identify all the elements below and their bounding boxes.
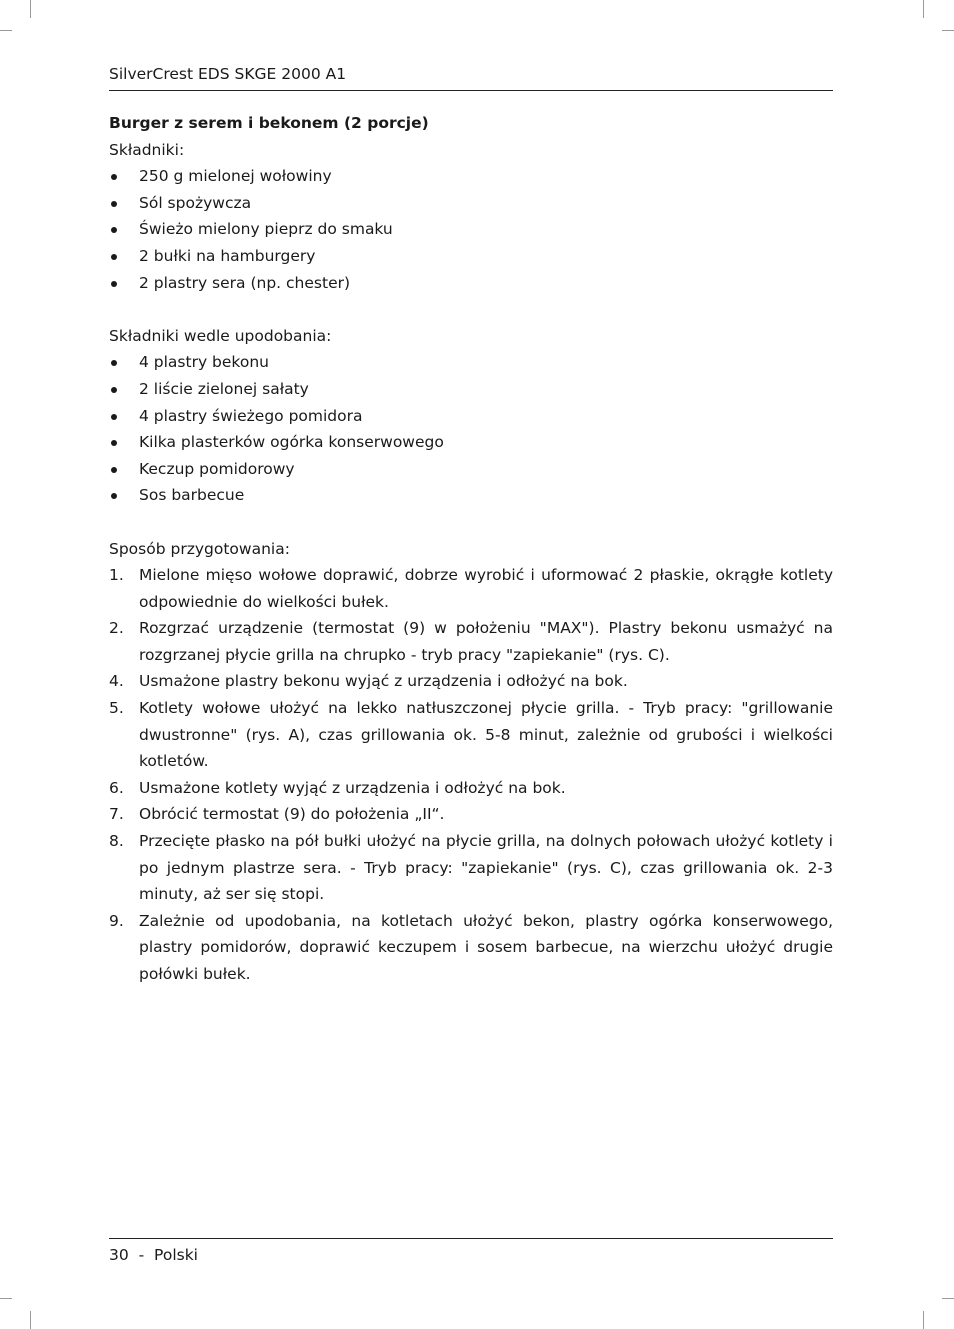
crop-mark [30, 0, 31, 18]
step-item [109, 828, 833, 908]
step-item [109, 801, 833, 828]
bullet-icon [111, 201, 117, 207]
bullet-icon [111, 227, 117, 233]
recipe-title: Burger z serem i bekonem (2 porcje) [109, 114, 429, 132]
step-text: Obrócić termostat (9) do położenia „II“. [139, 805, 445, 824]
header-title: SilverCrest EDS SKGE 2000 A1 [109, 65, 347, 83]
bullet-icon [111, 360, 117, 366]
page-number: 30 [109, 1246, 129, 1264]
crop-mark [0, 30, 12, 31]
step-item [109, 668, 833, 695]
crop-mark [30, 1311, 31, 1329]
step-number: 4. [109, 672, 124, 691]
step-number: 9. [109, 911, 124, 930]
ingredients-label: Składniki: [109, 140, 185, 159]
step-item [109, 615, 833, 668]
bullet-icon [111, 414, 117, 420]
step-text: Zależnie od upodobania, na kotletach ułożyć bekon, plastry ogórka konserwowego, plastry pomidorów, doprawić keczupem i sosem barbecue, na wierzchu ułożyć drugie połówki bułek. [139, 911, 833, 983]
step-item [109, 908, 833, 988]
list-item: Sól spożywcza [109, 190, 833, 217]
list-item: 4 plastry świeżego pomidora [109, 403, 833, 430]
ingredients-list [109, 163, 833, 296]
step-number: 5. [109, 699, 124, 718]
bullet-icon [111, 281, 117, 287]
list-item: 2 liście zielonej sałaty [109, 376, 833, 403]
spacer [109, 296, 833, 323]
recipe-content [109, 110, 833, 988]
bullet-icon [111, 174, 117, 180]
footer-separator: - [138, 1246, 145, 1264]
optional-ingredients-list [109, 349, 833, 509]
step-text: Usmażone kotlety wyjąć z urządzenia i odłożyć na bok. [139, 778, 566, 797]
crop-mark [942, 30, 954, 31]
list-item: 2 plastry sera (np. chester) [109, 270, 833, 297]
optional-ingredients-label: Składniki wedle upodobania: [109, 326, 332, 345]
step-text: Mielone mięso wołowe doprawić, dobrze wyrobić i uformować 2 płaskie, okrągłe kotlety odpowiednie do wielkości bułek. [139, 566, 833, 611]
step-item [109, 775, 833, 802]
list-item: 250 g mielonej wołowiny [109, 163, 833, 190]
list-item: Świeżo mielony pieprz do smaku [109, 216, 833, 243]
bullet-icon [111, 467, 117, 473]
step-number: 7. [109, 805, 124, 824]
bullet-icon [111, 493, 117, 499]
step-text: Przecięte płasko na pół bułki ułożyć na płycie grilla, na dolnych połowach ułożyć kotlety i po jednym plastrze sera. - Tryb pracy: "zapiekanie" (rys. C), czas grillowania ok. 2-3 minuty, aż ser się stopi. [139, 832, 833, 904]
list-item: 4 plastry bekonu [109, 349, 833, 376]
page-footer [109, 1238, 833, 1267]
crop-mark [923, 0, 924, 18]
step-number: 1. [109, 566, 124, 585]
list-item: Keczup pomidorowy [109, 456, 833, 483]
step-number: 6. [109, 778, 124, 797]
step-text: Rozgrzać urządzenie (termostat (9) w położeniu "MAX"). Plastry bekonu usmażyć na rozgrzanej płycie grilla na chrupko - tryb pracy "zapiekanie" (rys. C). [139, 619, 833, 664]
spacer [109, 509, 833, 536]
list-item: Kilka plasterków ogórka konserwowego [109, 429, 833, 456]
crop-mark [923, 1311, 924, 1329]
crop-mark [942, 1298, 954, 1299]
page-header [109, 62, 833, 91]
step-text: Usmażone plastry bekonu wyjąć z urządzenia i odłożyć na bok. [139, 672, 628, 691]
list-item: 2 bułki na hamburgery [109, 243, 833, 270]
method-steps [109, 562, 833, 988]
list-item: Sos barbecue [109, 482, 833, 509]
step-item [109, 562, 833, 615]
step-number: 2. [109, 619, 124, 638]
step-text: Kotlety wołowe ułożyć na lekko natłuszczonej płycie grilla. - Tryb pracy: "grillowanie dwustronne" (rys. A), czas grillowania ok. 5-8 minut, zależnie od grubości i wielkości kotletów. [139, 699, 833, 771]
bullet-icon [111, 387, 117, 393]
crop-mark [0, 1298, 12, 1299]
footer-language: Polski [154, 1246, 198, 1264]
bullet-icon [111, 254, 117, 260]
step-number: 8. [109, 832, 124, 851]
bullet-icon [111, 440, 117, 446]
step-item [109, 695, 833, 775]
method-label: Sposób przygotowania: [109, 539, 290, 558]
